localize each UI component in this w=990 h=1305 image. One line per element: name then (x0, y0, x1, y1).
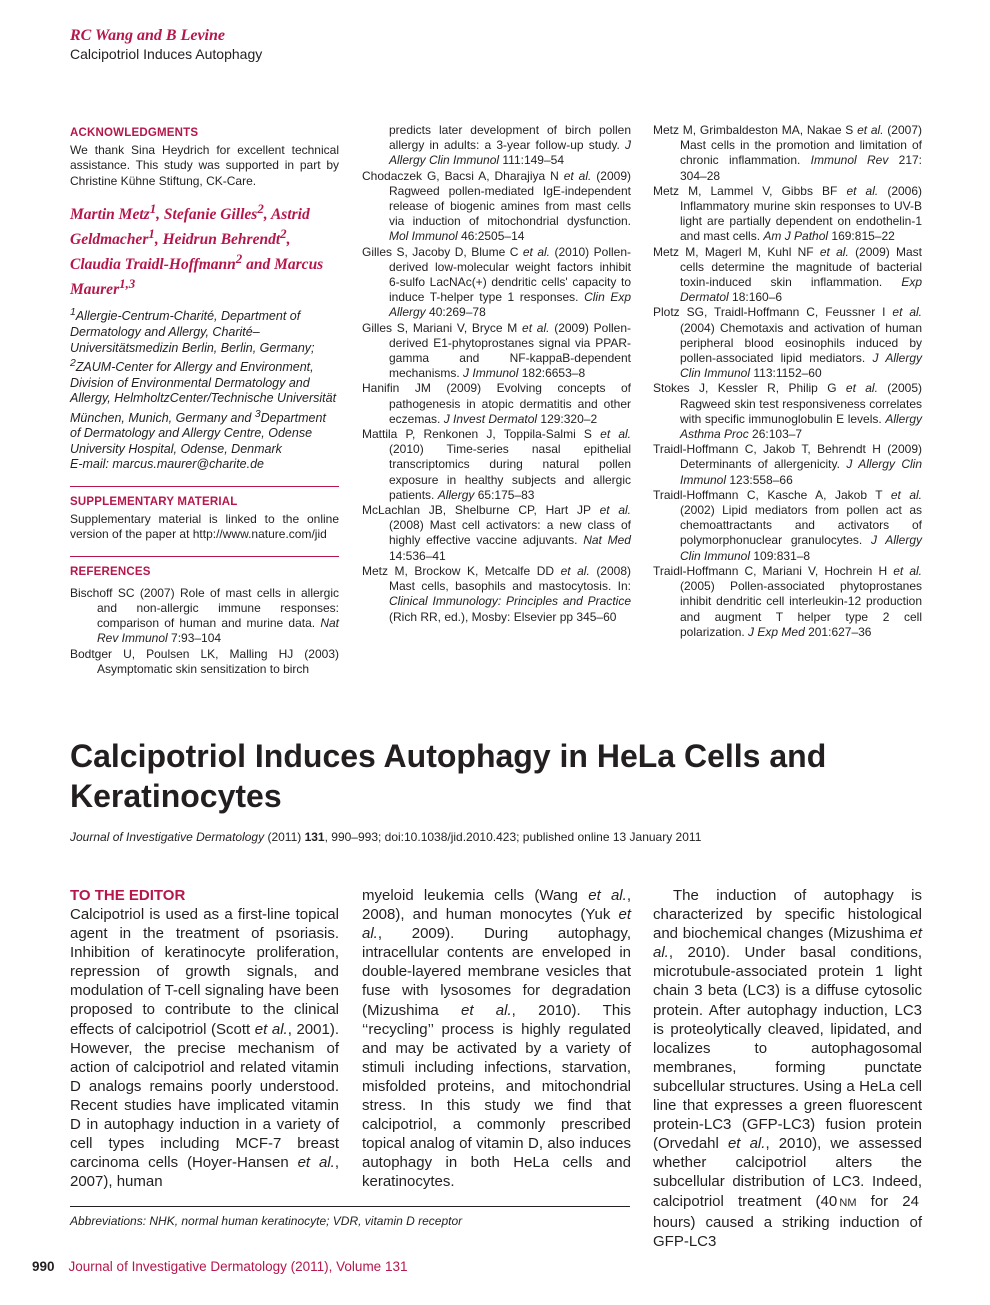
reference-entry: Metz M, Brockow K, Metcalfe DD et al. (2008) Mast cells, basophils and mastocytosis. In: Clinical Immunology: Principles and Practice (Rich RR, ed.), Mosby: Elsevier pp 345–60 (362, 563, 631, 624)
reference-entry: McLachlan JB, Shelburne CP, Hart JP et al. (2008) Mast cell activators: a new class of highly effective vaccine adjuvants. Nat Med 14:536–41 (362, 503, 632, 563)
acknowledgments-heading: ACKNOWLEDGMENTS (70, 127, 199, 139)
references-column-3 (653, 123, 922, 640)
reference-entry: Gilles S, Jacoby D, Blume C et al. (2010) Pollen-derived low-molecular weight factors inhibit 6-sulfo LacNAc(+) dendritic cells' capacity to induce T-helper type 1 responses. Clin Exp Allergy 40:269–78 (362, 244, 631, 320)
references-heading: REFERENCES (70, 565, 151, 578)
body-paragraph: Calcipotriol is used as a first-line topical agent in the treatment of psoriasis. Inhibition of keratinocyte proliferation, repression of growth signals, and modulation of T-cell signaling have been proposed to contribute to the clinical effects of calcipotriol (Scott et al., 2001). However, the precise mechanism of action of calcipotriol and related vitamin D analogs remains poorly understood. Recent studies have implicated vitamin D in autophagy induction in a variety of cell types including MCF-7 breast carcinoma cells (Hoyer-Hansen et al., 2007), human (70, 906, 339, 1191)
references-list-col1 (70, 586, 339, 677)
body-column-2 (362, 886, 631, 1192)
article-citation: Journal of Investigative Dermatology (2011) 131, 990–993; doi:10.1038/jid.2010.423; published online 13 January 2011 (70, 830, 702, 844)
reference-entry: Chodaczek G, Bacsi A, Dharajiya N et al. (2009) Ragweed pollen-mediated IgE-independent release of biogenic amines from mast cells via induction of mitochondrial dysfunction. Mol Immunol 46:2505–14 (362, 168, 631, 244)
abbreviations-footnote: Abbreviations: NHK, normal human keratinocyte; VDR, vitamin D receptor (70, 1214, 463, 1228)
reference-entry: Metz M, Grimbaldeston MA, Nakae S et al. (2007) Mast cells in the promotion and limitation of chronic inflammation. Immunol Rev 217: 304–28 (653, 123, 923, 183)
section-heading: TO THE EDITOR (70, 887, 186, 904)
divider (70, 556, 339, 557)
reference-entry: Metz M, Magerl M, Kuhl NF et al. (2009) Mast cells determine the magnitude of bacterial toxin-induced skin inflammation. Exp Dermatol 18:160–6 (653, 244, 923, 305)
references-list-col2 (362, 123, 631, 625)
reference-entry: Metz M, Lammel V, Gibbs BF et al. (2006) Inflammatory murine skin responses to UV-B light are partially dependent on endothelin-1 and mast cells. Am J Pathol 169:815–22 (653, 183, 923, 244)
footer-journal: Journal of Investigative Dermatology (2011), Volume 131 (68, 1259, 408, 1274)
running-head-authors: RC Wang and B Levine (70, 27, 225, 44)
running-head (70, 27, 262, 62)
reference-entry: Traidl-Hoffmann C, Mariani V, Hochrein H et al. (2005) Pollen-associated phytoprostanes inhibit dendritic cell interleukin-12 production and augment T helper type 2 cell polarization. J Exp Med 201:627–36 (653, 563, 923, 639)
reference-entry: Plotz SG, Traidl-Hoffmann C, Feussner I et al. (2004) Chemotaxis and activation of human peripheral blood eosinophils induced by pollen-associated lipid mediators. J Allergy Clin Immunol 113:1152–60 (653, 305, 923, 381)
reference-entry: Traidl-Hoffmann C, Kasche A, Jakob T et al. (2002) Lipid mediators from pollen act as chemoattractants and activators of polymorphonuclear granulocytes. J Allergy Clin Immunol 109:831–8 (653, 487, 922, 563)
reference-entry: Stokes J, Kessler R, Philip G et al. (2005) Ragweed skin test responsiveness correlates with specific immunoglobulin E levels. Allergy Asthma Proc 26:103–7 (653, 381, 922, 442)
footnote-rule (70, 1206, 630, 1207)
reference-entry: Mattila P, Renkonen J, Toppila-Salmi S et al. (2010) Time-series nasal epithelial transcriptomics during natural pollen exposure in healthy subjects and allergic patients. Allergy 65:175–83 (362, 427, 632, 502)
reference-entry: Gilles S, Mariani V, Bryce M et al. (2009) Pollen-derived E1-phytoprostanes signal via PPAR-gamma and NF-kappaB-dependent mechanisms. J Immunol 182:6653–8 (362, 320, 631, 381)
article-title: Calcipotriol Induces Autophagy in HeLa Cells and Keratinocytes (70, 738, 827, 814)
body-paragraph: myeloid leukemia cells (Wang et al., 2008), and human monocytes (Yuk et al., 2009). During autophagy, intracellular contents are enveloped in double-layered membrane vesicles that fuse with lysosomes for degradation (Mizushima et al., 2010). This ‘‘recycling’’ process is highly regulated and may be activated by a variety of stimuli including infections, starvation, misfolded proteins, and mitochondrial stress. In this study we find that calcipotriol, a commonly prescribed topical analog of vitamin D, also induces autophagy in both HeLa cells and keratinocytes. (362, 887, 631, 1191)
reference-entry: Bodtger U, Poulsen LK, Malling HJ (2003) Asymptomatic skin sensitization to birch (70, 646, 339, 676)
body-column-1 (70, 886, 339, 1191)
signature-authors: Martin Metz$^1$, Stefanie Gilles$^2$, Astrid Geldmacher$^1$, Heidrun Behrendt$^2$, Claudia Traidl-Hoffmann$^2$ and Marcus Maurer$^{1,3}$ (70, 200, 324, 299)
supplementary-heading: SUPPLEMENTARY MATERIAL (70, 495, 238, 508)
body-column-3 (653, 886, 922, 1251)
acknowledgments-text: We thank Sina Heydrich for excellent technical assistance. This study was supported in part by Christine Kühne Stiftung, CK-Care. (70, 143, 339, 188)
left-column (70, 126, 339, 677)
reference-entry: Traidl-Hoffmann C, Jakob T, Behrendt H (2009) Determinants of allergenicity. J Allergy Clin Immunol 123:558–66 (653, 442, 922, 487)
references-column-2 (362, 123, 631, 625)
references-list-col3 (653, 123, 922, 640)
supplementary-text: Supplementary material is linked to the online version of the paper at http://www.nature.com/jid (70, 512, 339, 542)
running-head-title: Calcipotriol Induces Autophagy (70, 46, 263, 62)
signature-affiliations: $^1$Allergie-Centrum-Charité, Department of Dermatology and Allergy, Charité–Universitätsmedizin Berlin, Berlin, Germany; $^2$ZAUM-Center for Allergy and Environment, Division of Environmental Dermatology and Allergy, HelmholtzCenter/Technische Universität München, Munich, Germany and $^3$Department of Dermatology and Allergy Centre, Odense University Hospital, Odense, Denmark (70, 307, 337, 456)
body-paragraph: The induction of autophagy is characterized by specific histological and biochemical changes (Mizushima et al., 2010). Under basal conditions, microtubule-associated protein 1 light chain 3 beta (LC3) is a diffuse cytosolic protein. After autophagy induction, LC3 is proteolytically cleaved, lipidated, and localizes to autophagosomal membranes, forming punctate subcellular structures. Using a HeLa cell line that expresses a green fluorescent protein-LC3 (GFP-LC3) fusion protein (Orvedahl et al., 2010), we assessed whether calcipotriol alters the subcellular distribution of LC3. Indeed, calcipotriol treatment (40 NM for 24 hours) caused a striking induction of GFP-LC3 (653, 887, 922, 1250)
reference-entry: Bischoff SC (2007) Role of mast cells in allergic and non-allergic immune responses: comparison of human and murine data. Nat Rev Immunol 7:93–104 (70, 585, 339, 646)
reference-entry: predicts later development of birch pollen allergy in adults: a 3-year follow-up study. J Allergy Clin Immunol 111:149–54 (389, 123, 631, 168)
signature-email: E-mail: marcus.maurer@charite.de (70, 457, 264, 472)
reference-entry: Hanifin JM (2009) Evolving concepts of pathogenesis in atopic dermatitis and other eczemas. J Invest Dermatol 129:320–2 (362, 381, 631, 426)
page-footer (32, 1259, 407, 1274)
page-number: 990 (32, 1259, 55, 1274)
divider (70, 486, 339, 487)
